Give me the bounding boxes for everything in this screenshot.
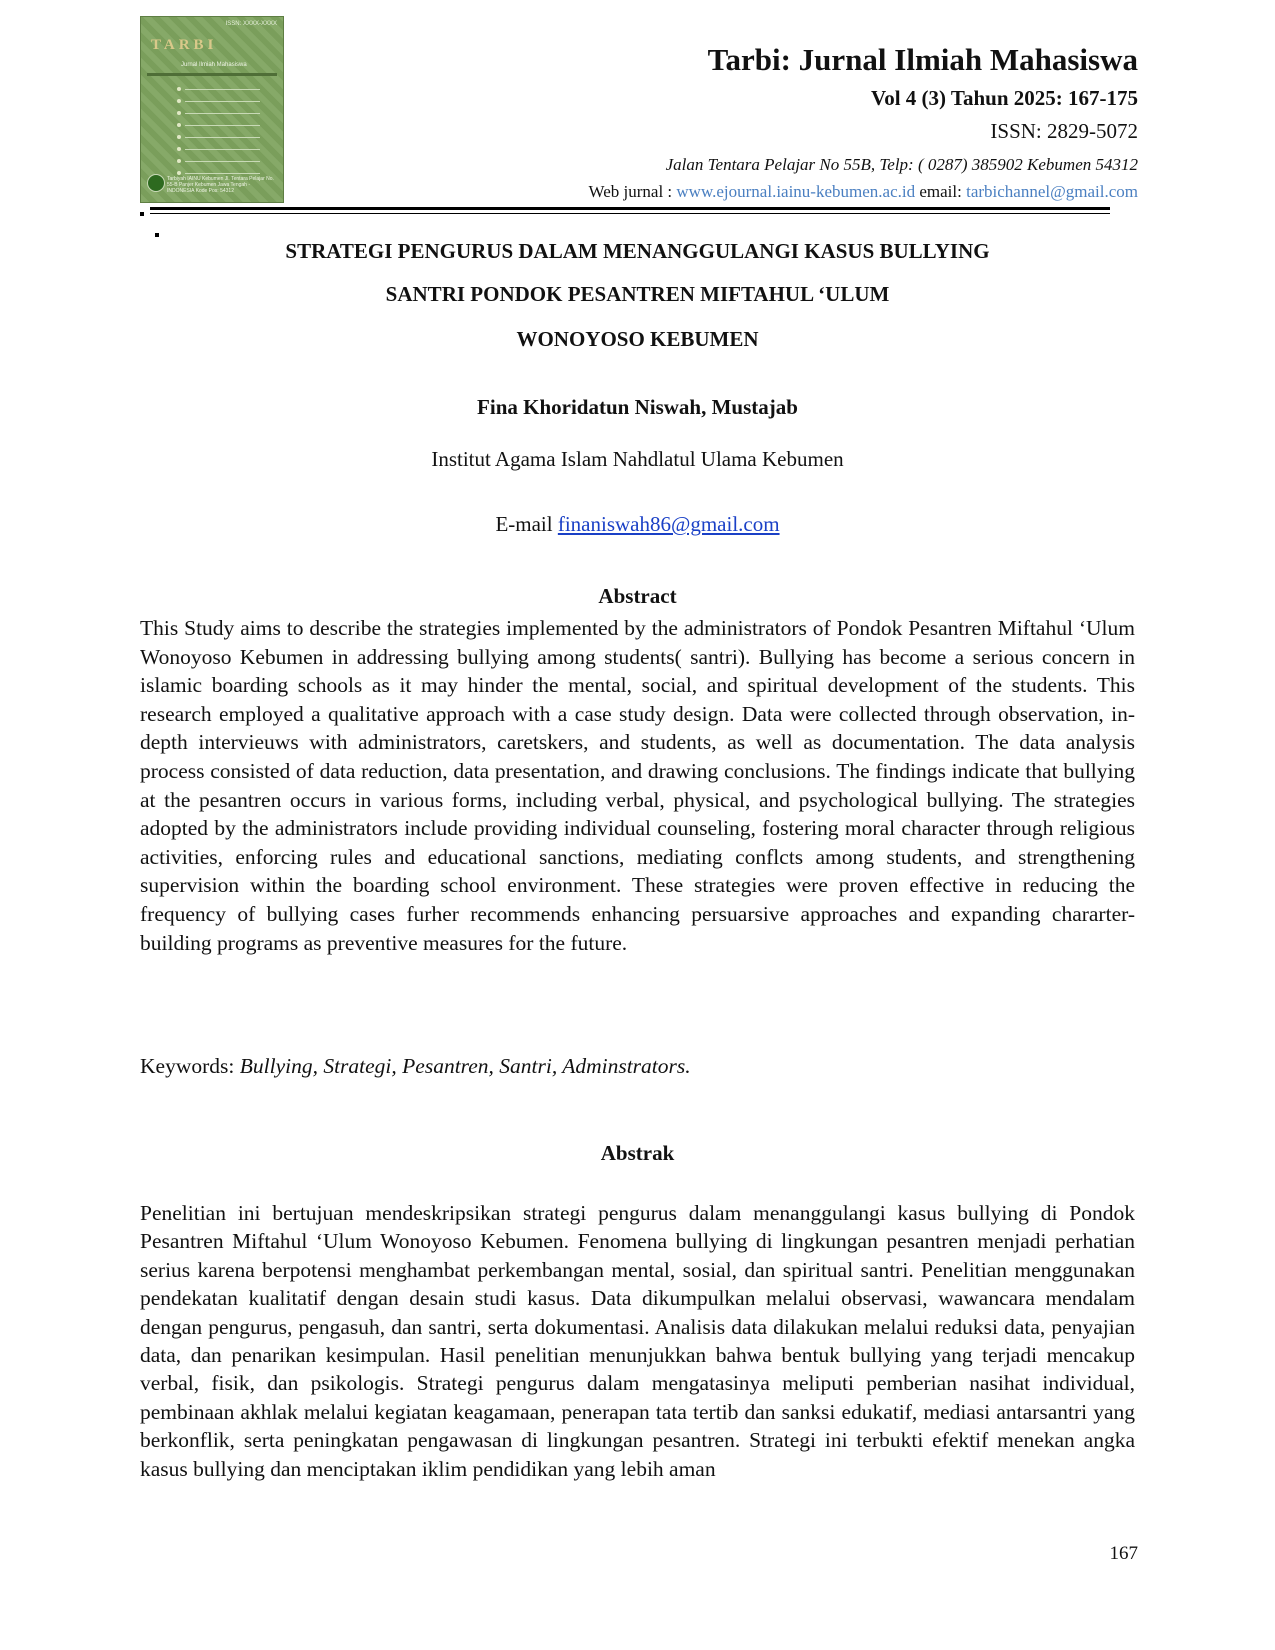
cover-footer: Tarbiyah IAINU Kebumen Jl. Tentara Pelajar No. 55-B Panjer Kebumen Jawa Tengah - INDONESIA Kode Pos: 54312 xyxy=(167,176,274,194)
article-title-line-2: SANTRI PONDOK PESANTREN MIFTAHUL ‘ULUM xyxy=(385,282,890,306)
article-affiliation: Institut Agama Islam Nahdlatul Ulama Kebumen xyxy=(431,447,844,471)
web-label: Web jurnal : xyxy=(588,182,677,201)
cover-decorative-lines xyxy=(185,89,260,185)
header-rule-thin xyxy=(150,213,1110,214)
keywords-label: Keywords: xyxy=(140,1054,240,1078)
stray-bullet-mark xyxy=(155,233,159,237)
keywords-line xyxy=(140,1054,691,1079)
author-email-line xyxy=(140,512,1135,537)
email-label: email: xyxy=(915,182,967,201)
journal-volume: Vol 4 (3) Tahun 2025: 167-175 xyxy=(870,86,1138,110)
header-rule-thick xyxy=(150,207,1110,210)
journal-email-link[interactable]: tarbichannel@gmail.com xyxy=(966,182,1138,201)
article-title-line-3: WONOYOSO KEBUMEN xyxy=(516,327,759,351)
abstract-heading: Abstract xyxy=(598,584,677,608)
keywords-list: Bullying, Strategi, Pesantren, Santri, Adminstrators. xyxy=(239,1054,691,1078)
journal-address: Jalan Tentara Pelajar No 55B, Telp: ( 0287) 385902 Kebumen 54312 xyxy=(665,155,1138,174)
journal-title: Tarbi: Jurnal Ilmiah Mahasiswa xyxy=(707,42,1138,77)
journal-website-link[interactable]: www.ejournal.iainu-kebumen.ac.id xyxy=(676,182,916,201)
abstract-indonesian-text: Penelitian ini bertujuan mendeskripsikan strategi pengurus dalam menanggulangi kasus bullying di Pondok Pesantren Miftahul ‘Ulum Wonoyoso Kebumen. Fenomena bullying di lingkungan pesantren menjadi perhatian serius karena berpotensi menghambat perkembangan mental, sosial, dan spiritual santri. Penelitian menggunakan pendekatan kualitatif dengan desain studi kasus. Data dikumpulkan melalui observasi, wawancara mendalam dengan pengurus, pengasuh, dan santri, serta dokumentasi. Analisis data dilakukan melalui reduksi data, penyajian data, dan penarikan kesimpulan. Hasil penelitian menunjukkan bahwa bentuk bullying yang terjadi mencakup verbal, fisik, dan psikologis. Strategi pengurus dalam mengatasinya meliputi pemberian nasihat individual, pembinaan akhlak melalui kegiatan keagamaan, penerapan tata tertib dan sanksi edukatif, mediasi antarsantri yang berkonflik, serta peningkatan pengawasan di lingkungan pesantren. Strategi ini terbukti efektif menekan angka kasus bullying dan menciptakan iklim pendidikan yang lebih aman xyxy=(140,1201,1135,1481)
journal-cover-image xyxy=(140,16,284,203)
author-email-link[interactable]: finaniswah86@gmail.com xyxy=(557,512,780,536)
journal-contact-line xyxy=(589,182,1138,202)
page-number: 167 xyxy=(1109,1543,1138,1564)
cover-subtitle: Jurnal Ilmiah Mahasiswa xyxy=(181,62,247,68)
cover-divider xyxy=(147,73,277,76)
cover-logo: TARBI xyxy=(151,37,218,53)
stray-bullet-mark xyxy=(140,212,144,216)
journal-issn: ISSN: 2829-5072 xyxy=(990,119,1138,143)
article-authors: Fina Khoridatun Niswah, Mustajab xyxy=(477,395,798,419)
cover-issn: ISSN: XXXX-XXXX xyxy=(225,21,277,27)
abstract-english-text: This Study aims to describe the strategies implemented by the administrators of Pondok Pesantren Miftahul ‘Ulum Wonoyoso Kebumen in addressing bullying among students( santri). Bullying has become a serious concern in islamic boarding schools as it may hinder the mental, social, and spiritual development of the students. This research employed a qualitative approach with a case study design. Data were collected through observation, in-depth intervieuws with administrators, caretskers, and students, as well as documentation. The data analysis process consisted of data reduction, data presentation, and drawing conclusions. The findings indicate that bullying at the pesantren occurs in various forms, including verbal, physical, and psychological bullying. The strategies adopted by the administrators include providing individual counseling, fostering moral character through religious activities, enforcing rules and educational sanctions, mediating conflcts among students, and strengthening supervision within the boarding school environment. These strategies were proven effective in reducing the frequency of bullying cases furher recommends enhancing persuarsive approaches and expanding chararter-building programs as preventive measures for the future. xyxy=(140,616,1135,955)
cover-seal-icon xyxy=(147,174,165,192)
author-email-label: E-mail xyxy=(495,512,558,536)
abstrak-heading: Abstrak xyxy=(600,1141,675,1165)
article-title-line-1: STRATEGI PENGURUS DALAM MENANGGULANGI KASUS BULLYING xyxy=(285,239,990,263)
